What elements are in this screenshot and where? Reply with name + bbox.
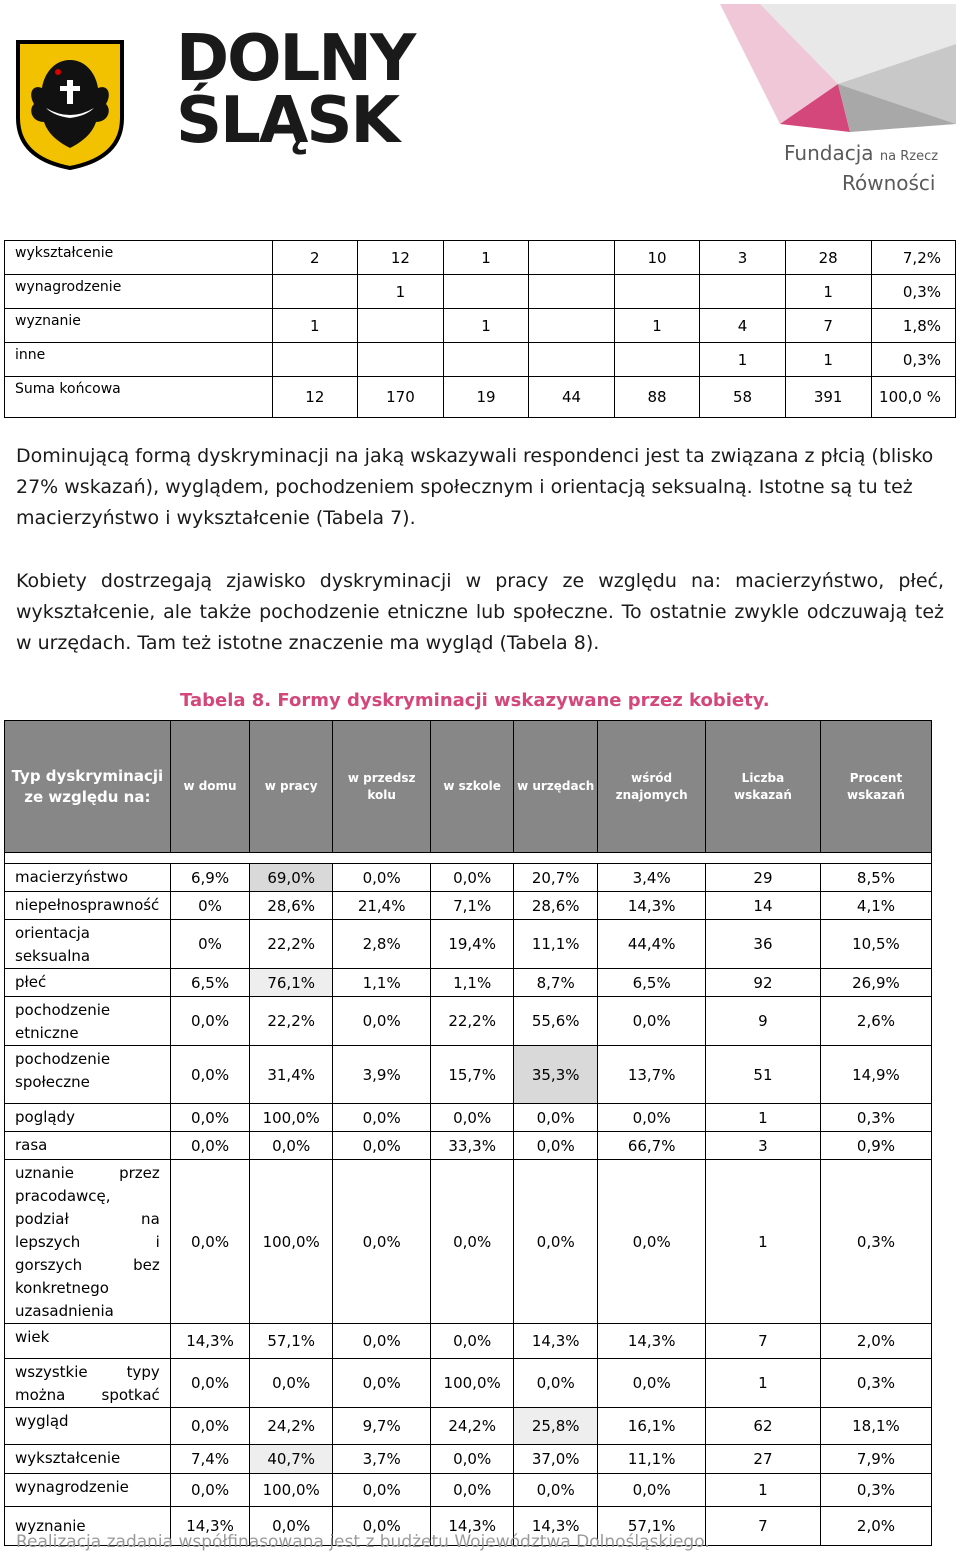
table-cell: 14,3% — [514, 1507, 598, 1546]
table-cell: 51 — [705, 1046, 820, 1104]
table-cell: 100,0% — [250, 1160, 333, 1324]
table-row — [5, 969, 932, 997]
col-header: Procent wskazań — [820, 721, 931, 853]
table-cell: 1 — [614, 309, 700, 343]
table-cell: 26,9% — [820, 969, 931, 997]
table-cell: 391 — [785, 377, 871, 418]
table-cell — [529, 343, 615, 377]
table-row — [5, 1359, 932, 1408]
table-cell: 0,0% — [431, 1474, 514, 1507]
table-row — [5, 920, 932, 969]
table-cell: 14,3% — [598, 1324, 706, 1359]
table-cell: 0,0% — [333, 1324, 431, 1359]
table-cell: 0,0% — [514, 1474, 598, 1507]
table-cell: 21,4% — [333, 892, 431, 920]
table-cell: 7,9% — [820, 1445, 931, 1474]
table-cell: 6,9% — [170, 864, 250, 892]
table-row — [5, 275, 956, 309]
table-cell: 0,0% — [170, 1160, 250, 1324]
table-cell: 55,6% — [514, 997, 598, 1046]
table-cell: 2 — [272, 241, 358, 275]
table-cell: 0,0% — [170, 1474, 250, 1507]
table-cell: 22,2% — [431, 997, 514, 1046]
table-cell: 35,3% — [514, 1046, 598, 1104]
table-cell: 2,0% — [820, 1324, 931, 1359]
table-cell: 0,0% — [333, 1132, 431, 1160]
table-cell: 1 — [443, 309, 529, 343]
table-cell: 31,4% — [250, 1046, 333, 1104]
logo-text-line1: DOLNY — [176, 22, 415, 96]
row-label: niepełnosprawność — [5, 892, 171, 920]
row-label: inne — [5, 343, 273, 377]
table-cell: 1 — [705, 1474, 820, 1507]
table-row — [5, 1160, 932, 1324]
table-cell: 37,0% — [514, 1445, 598, 1474]
table-row-total — [5, 377, 956, 418]
table-cell — [700, 275, 786, 309]
table-cell — [529, 275, 615, 309]
row-label: płeć — [5, 969, 171, 997]
row-label: wykształcenie — [5, 241, 273, 275]
row-label: pochodzenie etniczne — [5, 997, 171, 1046]
table-cell: 7,4% — [170, 1445, 250, 1474]
table-cell: 20,7% — [514, 864, 598, 892]
logo-text-line2: ŚLĄSK — [176, 84, 399, 158]
table-cell: 58 — [700, 377, 786, 418]
table-cell: 12 — [272, 377, 358, 418]
table-row — [5, 892, 932, 920]
table-cell: 1 — [700, 343, 786, 377]
table-cell: 29 — [705, 864, 820, 892]
table-8 — [4, 720, 932, 1546]
table-cell: 14,3% — [598, 892, 706, 920]
table-cell — [529, 309, 615, 343]
table-header-row — [5, 721, 932, 853]
table-cell: 22,2% — [250, 997, 333, 1046]
table-cell: 7,2% — [871, 241, 955, 275]
row-label: Suma końcowa — [5, 377, 273, 418]
table-cell: 1,8% — [871, 309, 955, 343]
table-cell — [272, 343, 358, 377]
table-cell — [443, 275, 529, 309]
table-cell: 24,2% — [431, 1408, 514, 1445]
table-cell: 14 — [705, 892, 820, 920]
col-header: Typ dyskryminacji ze względu na: — [5, 721, 171, 853]
table-cell: 15,7% — [431, 1046, 514, 1104]
table-cell: 2,8% — [333, 920, 431, 969]
row-label: wygląd — [5, 1408, 171, 1445]
table-cell — [614, 343, 700, 377]
table-cell: 1 — [705, 1359, 820, 1408]
table-cell: 1,1% — [431, 969, 514, 997]
fund-line2: Równości — [842, 171, 936, 195]
table-cell: 10 — [614, 241, 700, 275]
table-cell: 100,0% — [431, 1359, 514, 1408]
table-row — [5, 1324, 932, 1359]
table-cell: 14,9% — [820, 1046, 931, 1104]
table-cell: 3,9% — [333, 1046, 431, 1104]
table-row — [5, 864, 932, 892]
table-cell: 0,0% — [514, 1359, 598, 1408]
table-cell: 1 — [785, 343, 871, 377]
table-cell: 0,0% — [250, 1359, 333, 1408]
table-cell — [529, 241, 615, 275]
table-cell: 27 — [705, 1445, 820, 1474]
row-label: rasa — [5, 1132, 171, 1160]
table-cell: 0,3% — [820, 1474, 931, 1507]
table-cell — [614, 275, 700, 309]
table-cell: 0,0% — [170, 1104, 250, 1132]
table-cell: 4 — [700, 309, 786, 343]
row-label: wiek — [5, 1324, 171, 1359]
table-cell: 3 — [705, 1132, 820, 1160]
col-header: wśród znajomych — [598, 721, 706, 853]
table-cell: 44 — [529, 377, 615, 418]
table-cell: 0,3% — [871, 275, 955, 309]
table-cell: 0,3% — [820, 1359, 931, 1408]
table-7 — [4, 240, 956, 418]
fund-small: na Rzecz — [879, 149, 939, 164]
table-cell: 0,0% — [333, 1104, 431, 1132]
table-cell: 0,0% — [333, 1474, 431, 1507]
col-header: w szkole — [431, 721, 514, 853]
table-cell: 36 — [705, 920, 820, 969]
table-cell: 44,4% — [598, 920, 706, 969]
table-row — [5, 1408, 932, 1445]
table-cell: 7 — [705, 1324, 820, 1359]
table-cell: 19 — [443, 377, 529, 418]
col-header: w urzędach — [514, 721, 598, 853]
table-cell: 19,4% — [431, 920, 514, 969]
table-cell: 0,0% — [431, 1160, 514, 1324]
table-cell: 7 — [785, 309, 871, 343]
table-cell: 0,0% — [514, 1104, 598, 1132]
table-cell: 0,3% — [820, 1160, 931, 1324]
table-cell: 2,0% — [820, 1507, 931, 1546]
row-label: pochodzenie społeczne — [5, 1046, 171, 1104]
table-cell: 0,0% — [333, 1507, 431, 1546]
fundacja-logo-text — [784, 140, 938, 196]
row-label: wyznanie — [5, 1507, 171, 1546]
coat-of-arms-logo — [14, 38, 126, 170]
table-cell: 14,3% — [431, 1507, 514, 1546]
table-cell: 1 — [705, 1160, 820, 1324]
table-cell: 0,3% — [871, 343, 955, 377]
table-cell: 6,5% — [170, 969, 250, 997]
table-cell: 14,3% — [170, 1507, 250, 1546]
table-cell: 0,0% — [333, 1160, 431, 1324]
table-cell: 0,0% — [170, 1132, 250, 1160]
row-label: uznanie przez pracodawcę, podział na lepszych i gorszych bez konkretnego uzasadnienia — [5, 1160, 171, 1324]
footer-note: Realizacja zadania współfinasowana jest z budżetu Województwa Dolnośląskiego. — [16, 1532, 710, 1552]
table-cell: 0,0% — [333, 864, 431, 892]
dolny-slask-logo — [176, 22, 436, 158]
row-label: orientacja seksualna — [5, 920, 171, 969]
table-cell: 57,1% — [598, 1507, 706, 1546]
table-cell: 88 — [614, 377, 700, 418]
table-row — [5, 309, 956, 343]
table-cell: 0,3% — [820, 1104, 931, 1132]
row-label: wykształcenie — [5, 1445, 171, 1474]
table-row — [5, 1132, 932, 1160]
table-row — [5, 241, 956, 275]
table-cell: 1 — [272, 309, 358, 343]
row-label: macierzyństwo — [5, 864, 171, 892]
table-cell: 24,2% — [250, 1408, 333, 1445]
table-cell: 28 — [785, 241, 871, 275]
table-cell: 69,0% — [250, 864, 333, 892]
table-cell: 0,0% — [170, 1359, 250, 1408]
table-cell: 3,4% — [598, 864, 706, 892]
table-cell: 0,0% — [514, 1132, 598, 1160]
table-cell: 100,0% — [250, 1104, 333, 1132]
col-header: w domu — [170, 721, 250, 853]
table-caption: Tabela 8. Formy dyskryminacji wskazywane przez kobiety. — [180, 690, 770, 711]
table-cell: 0,0% — [170, 1046, 250, 1104]
table-cell: 8,7% — [514, 969, 598, 997]
table-cell: 7 — [705, 1507, 820, 1546]
table-cell: 28,6% — [514, 892, 598, 920]
table-cell — [358, 343, 444, 377]
table-cell: 0,9% — [820, 1132, 931, 1160]
table-cell: 28,6% — [250, 892, 333, 920]
table-cell: 14,3% — [170, 1324, 250, 1359]
table-cell: 4,1% — [820, 892, 931, 920]
table-cell: 0,0% — [431, 1324, 514, 1359]
table-cell: 1 — [443, 241, 529, 275]
table-cell: 0,0% — [598, 997, 706, 1046]
table-cell: 12 — [358, 241, 444, 275]
table-cell: 0,0% — [598, 1104, 706, 1132]
fund-line1: Fundacja — [784, 141, 874, 165]
row-label: wyznanie — [5, 309, 273, 343]
table-cell: 0,0% — [250, 1132, 333, 1160]
table-cell: 14,3% — [514, 1324, 598, 1359]
table-cell: 57,1% — [250, 1324, 333, 1359]
table-cell: 66,7% — [598, 1132, 706, 1160]
paragraph-summary: Dominującą formą dyskryminacji na jaką wskazywali respondenci jest ta związana z płcią (blisko 27% wskazań), wyglądem, pochodzeniem społecznym i orientacją seksualną. Istotne są tu też macierzyństwo i wykształcenie (Tabela 7). — [16, 445, 934, 529]
table-cell: 16,1% — [598, 1408, 706, 1445]
table-cell: 0,0% — [333, 997, 431, 1046]
table-cell: 3 — [700, 241, 786, 275]
row-label: poglądy — [5, 1104, 171, 1132]
table-cell: 0,0% — [170, 997, 250, 1046]
table-cell: 8,5% — [820, 864, 931, 892]
table-cell: 1 — [705, 1104, 820, 1132]
table-cell — [272, 275, 358, 309]
table-cell: 0,0% — [431, 1104, 514, 1132]
table-cell: 7,1% — [431, 892, 514, 920]
table-cell — [358, 309, 444, 343]
table-row — [5, 1474, 932, 1507]
row-label: wszystkie typy można spotkać — [5, 1359, 171, 1408]
table-cell: 0% — [170, 892, 250, 920]
row-label: wynagrodzenie — [5, 275, 273, 309]
col-header: Liczba wskazań — [705, 721, 820, 853]
table-cell: 0,0% — [333, 1359, 431, 1408]
table-cell: 11,1% — [598, 1445, 706, 1474]
table-cell: 33,3% — [431, 1132, 514, 1160]
table-cell: 170 — [358, 377, 444, 418]
table-cell: 9,7% — [333, 1408, 431, 1445]
table-cell: 11,1% — [514, 920, 598, 969]
table-cell: 1 — [785, 275, 871, 309]
table-cell: 100,0% — [250, 1474, 333, 1507]
table-cell: 1 — [358, 275, 444, 309]
table-cell: 2,6% — [820, 997, 931, 1046]
table-cell: 0,0% — [598, 1160, 706, 1324]
table-row — [5, 1445, 932, 1474]
table-cell: 0,0% — [598, 1359, 706, 1408]
table-cell: 0,0% — [431, 1445, 514, 1474]
table-cell: 25,8% — [514, 1408, 598, 1445]
table-cell: 40,7% — [250, 1445, 333, 1474]
paragraph-women: Kobiety dostrzegają zjawisko dyskryminacji w pracy ze względu na: macierzyństwo, płeć, wykształcenie, ale także pochodzenie etniczne lub społeczne. To ostatnie zwykle odczuwają też w urzędach. Tam też istotne znaczenie ma wygląd (Tabela 8). — [16, 570, 944, 654]
table-cell: 1,1% — [333, 969, 431, 997]
table-row — [5, 1046, 932, 1104]
table-cell — [443, 343, 529, 377]
table-cell: 0,0% — [431, 864, 514, 892]
spacer-row — [5, 853, 932, 864]
table-row — [5, 1104, 932, 1132]
table-row — [5, 997, 932, 1046]
table-cell: 62 — [705, 1408, 820, 1445]
col-header: w przedszkolu — [333, 721, 431, 853]
table-cell: 76,1% — [250, 969, 333, 997]
table-cell: 13,7% — [598, 1046, 706, 1104]
table-cell: 6,5% — [598, 969, 706, 997]
table-cell: 22,2% — [250, 920, 333, 969]
table-cell: 92 — [705, 969, 820, 997]
table-cell: 0,0% — [514, 1160, 598, 1324]
table-cell: 0% — [170, 920, 250, 969]
table-cell: 0,0% — [170, 1408, 250, 1445]
table-cell: 9 — [705, 997, 820, 1046]
table-row — [5, 343, 956, 377]
table-cell: 3,7% — [333, 1445, 431, 1474]
table-cell: 0,0% — [598, 1474, 706, 1507]
col-header: w pracy — [250, 721, 333, 853]
table-cell: 18,1% — [820, 1408, 931, 1445]
row-label: wynagrodzenie — [5, 1474, 171, 1507]
table-cell: 0,0% — [250, 1507, 333, 1546]
table-cell: 10,5% — [820, 920, 931, 969]
table-cell: 100,0 % — [871, 377, 955, 418]
